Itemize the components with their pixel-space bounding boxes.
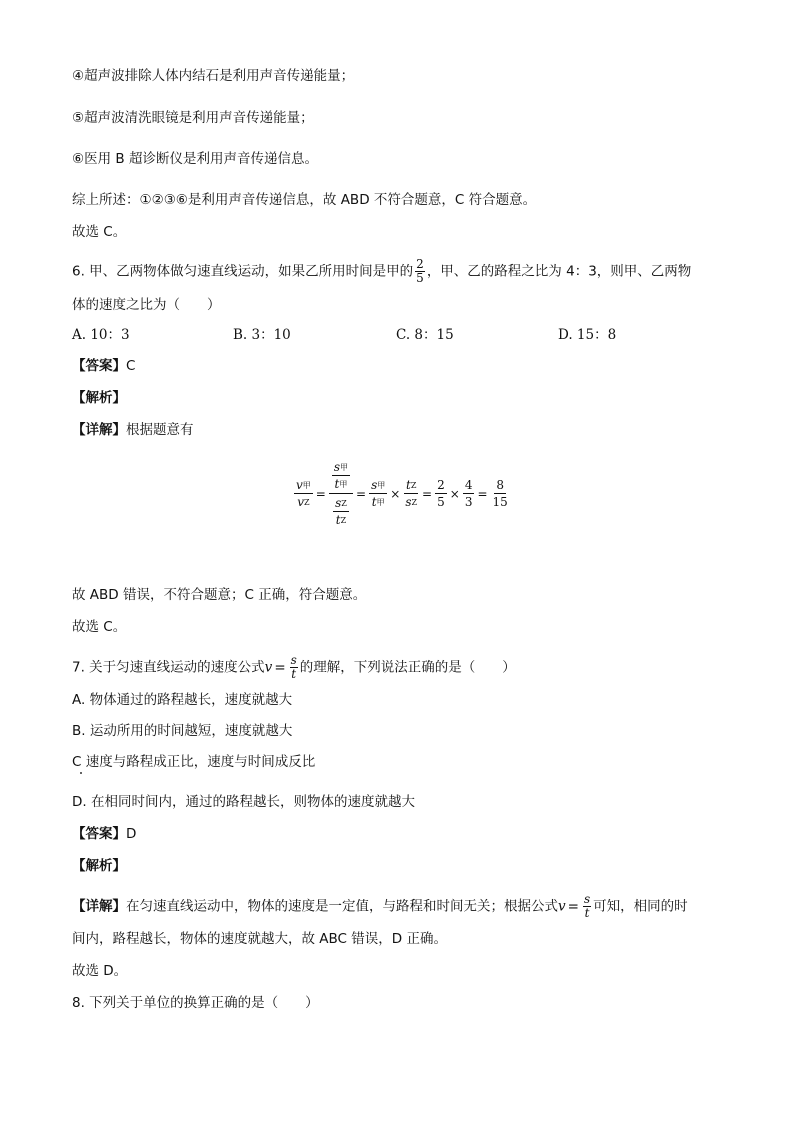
q6-detail [72,420,194,440]
detail-label: 【详解】 [72,422,126,438]
q7-option-c: C 速度与路程成正比，速度与时间成反比 [72,754,316,770]
q7-stem: 7. 关于匀速直线运动的速度公式v = $\frac{s}{t}$ 的理解，下列说法正确的是（ ） [72,653,516,681]
q7-choose: 故选 D。 [72,963,128,979]
answer-value: D [126,826,137,842]
q7-option-d: D. 在相同时间内，通过的路程越长，则物体的速度就越大 [72,794,415,810]
q7-detail-c: 间内，路程越长，物体的速度就越大，故 ABC 错误，D 正确。 [72,931,447,947]
q6-frac-den: 5 [416,271,424,285]
q7-detail-b: 可知，相同的时 [593,898,688,915]
q7-stem-b: 的理解，下列说法正确的是（ ） [299,659,516,676]
answer-label: 【答案】 [72,358,126,374]
q7-detail: 【详解】在匀速直线运动中，物体的速度是一定值，与路程和时间无关；根据公式v = $\frac{s}{t}$ 可知，相同的时 [72,892,688,920]
formula-four-thirds: $\frac{4}{3}$ [464,478,473,509]
q6-stem-a: 6. 甲、乙两物体做匀速直线运动，如果乙所用时间是甲的 [72,263,414,280]
detail-text: 根据题意有 [126,422,194,438]
q6-option-d: D. 15：8 [558,327,617,343]
q6-fraction [415,258,425,285]
speed-ratio-formula: v 甲 v Z = s 甲 t 甲 s Z t Z = s 甲 t 甲 × t Z s Z = $\frac{2}{5}$ × $\frac{4}{3}$ = $\frac{8}{15}$ [296,460,508,527]
q6-option-b: B. 3：10 [233,327,291,343]
formula-s-over-t: s 甲 t 甲 [371,478,386,509]
formula-complex-fraction: s 甲 t 甲 s Z t Z [329,458,353,529]
q7-option-a: A. 物体通过的路程越长，速度就越大 [72,692,293,708]
answer-value: C [126,358,136,374]
q6-stem-b: ，甲、乙的路程之比为 4：3，则甲、乙两物 [426,263,692,280]
q6-choose: 故选 C。 [72,619,127,635]
q6-stem-c: 体的速度之比为（ ） [72,297,221,313]
q7-answer [72,824,136,844]
q6-frac-num: 2 [416,257,424,271]
q6-option-c: C. 8：15 [396,327,454,343]
formula-result: $\frac{8}{15}$ [492,478,508,509]
summary-line: 综上所述：①②③⑥是利用声音传递信息，故 ABD 不符合题意，C 符合题意。 [72,192,537,208]
q6-answer [72,356,135,376]
choose-line: 故选 C。 [72,224,127,240]
q6-analysis-label: 【解析】 [72,390,126,406]
q7-detail-fraction: $\frac{s}{t}$ [583,892,591,920]
q6-conclusion: 故 ABD 错误，不符合题意；C 正确，符合题意。 [72,587,367,603]
detail-label: 【详解】 [72,898,126,915]
q7-stem-a: 7. 关于匀速直线运动的速度公式 [72,659,265,676]
q7-analysis-label: 【解析】 [72,858,126,874]
formula-v-ratio: v 甲 v Z [296,478,311,509]
q7-detail-a: 在匀速直线运动中，物体的速度是一定值，与路程和时间无关；根据公式 [126,898,558,915]
formula-t-over-s: t Z s Z [405,478,418,509]
text-line: ⑤超声波清洗眼镜是利用声音传递能量； [72,110,314,126]
q6-option-a: A. 10：3 [72,327,130,343]
q7-option-b: B. 运动所用的时间越短，速度就越大 [72,723,293,739]
formula-two-fifths: $\frac{2}{5}$ [437,478,445,509]
q7-formula-fraction: $\frac{s}{t}$ [290,653,297,681]
q8-stem: 8. 下列关于单位的换算正确的是（ ） [72,995,319,1011]
text-line: ④超声波排除人体内结石是利用声音传递能量； [72,68,355,84]
stray-dot [80,772,82,774]
q7-formula-v: v [264,659,273,676]
q6-stem [72,258,691,285]
answer-label: 【答案】 [72,826,126,842]
text-line: ⑥医用 B 超诊断仪是利用声音传递信息。 [72,151,318,167]
